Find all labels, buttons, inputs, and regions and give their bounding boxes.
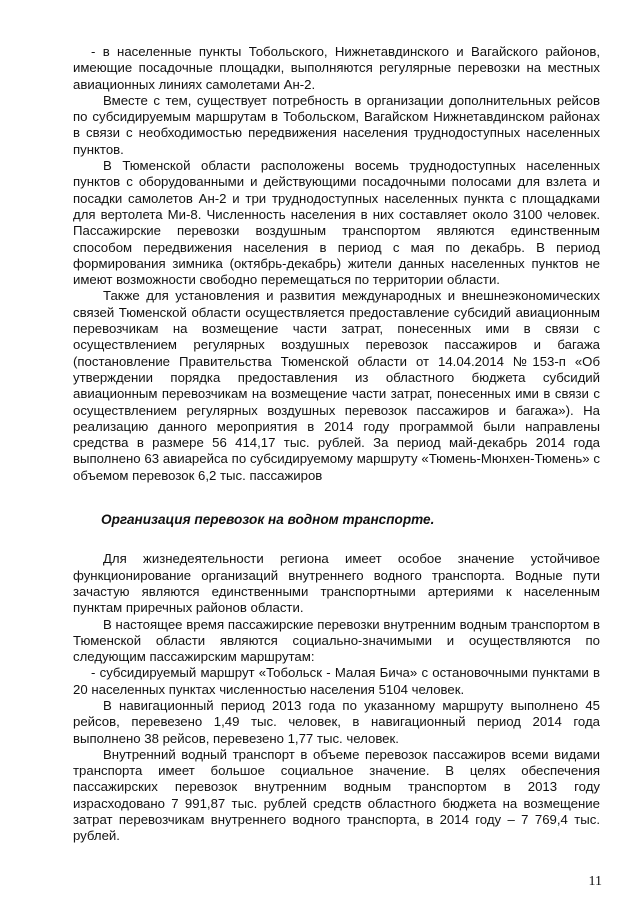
paragraph-budget-spending: Внутренний водный транспорт в объеме перевозок пассажиров всеми видами транспорта имеет большое социальное значение. В целях обеспечения пассажирских перевозок внутренним водным транспортом в 2013 году израсходовано 7 991,87 тыс. рублей средств областного бюджета на возмещение затрат перевозчикам внутреннего водного транспорта, в 2014 году – 7 769,4 тыс. рублей. [73, 746, 600, 844]
page-number: 11 [588, 874, 602, 889]
paragraph-air-routes-list-item: - в населенные пункты Тобольского, Нижнетавдинского и Вагайского районов, имеющие посадочные площадки, выполняются регулярные перевозки на местных авиационных линиях самолетами Ан-2. [73, 44, 600, 92]
paragraph-navigation-period-stats: В навигационный период 2013 года по указанному маршруту выполнено 45 рейсов, перевезено 1,49 тыс. человек, в навигационный период 2014 года выполнено 38 рейсов, перевезено 1,77 тыс. человек. [73, 697, 600, 746]
section-heading-water-transport: Организация перевозок на водном транспорте. [101, 512, 435, 528]
paragraph-passenger-routes-intro: В настоящее время пассажирские перевозки внутренним водным транспортом в Тюменской области являются социально-значимыми и осуществляются по следующим пассажирским маршрутам: [73, 616, 600, 665]
paragraph-water-transport-importance: Для жизнедеятельности региона имеет особое значение устойчивое функционирование организаций внутреннего водного транспорта. Водные пути зачастую являются единственными транспортными артериями к населенным пунктам приречных районов области. [73, 551, 600, 616]
paragraph-international-subsidies: Также для установления и развития международных и внешнеэкономических связей Тюменской области осуществляется предоставление субсидий авиационным перевозчикам на возмещение части затрат, понесенных ими в связи с осуществлением регулярных воздушных перевозок пассажиров и багажа (постановление Правительства Тюменской области от 14.04.2014 №153-п «Об утверждении порядка предоставления из областного бюджета субсидий авиационным перевозчикам на возмещение части затрат, понесенных ими в связи с осуществлением регулярных воздушных перевозок пассажиров и багажа»). На реализацию данного мероприятия в 2014 году программой были направлены средства в размере 56 414,17 тыс. рублей. За период май-декабрь 2014 года выполнено 63 авиарейса по субсидируемому маршруту «Тюмень-Мюнхен-Тюмень» с объемом перевозок 6,2 тыс. пассажиров [73, 288, 600, 483]
paragraph-additional-flights: Вместе с тем, существует потребность в организации дополнительных рейсов по субсидируемым маршрутам в Тобольском, Вагайском Нижнетавдинском районах в связи с необходимостью передвижения населения труднодоступных населенных пунктов. [73, 92, 600, 157]
paragraph-subsidized-route-list-item: - субсидируемый маршрут «Тобольск - Малая Бича» с остановочными пунктами в 20 населенных пунктах численностью населения 5104 человек. [73, 665, 600, 697]
paragraph-remote-settlements: В Тюменской области расположены восемь труднодоступных населенных пунктов с оборудованными и действующими посадочными полосами для взлета и посадки самолетов Ан-2 и три труднодоступных населенных пункта с площадками для вертолета Ми-8. Численность населения в них составляет около 3100 человек. Пассажирские перевозки воздушным транспортом являются единственным способом передвижения населения в период с мая по декабрь. В период формирования зимника (октябрь-декабрь) жители данных населенных пунктов не имеют возможности свободно перемещаться по территории области. [73, 158, 600, 288]
